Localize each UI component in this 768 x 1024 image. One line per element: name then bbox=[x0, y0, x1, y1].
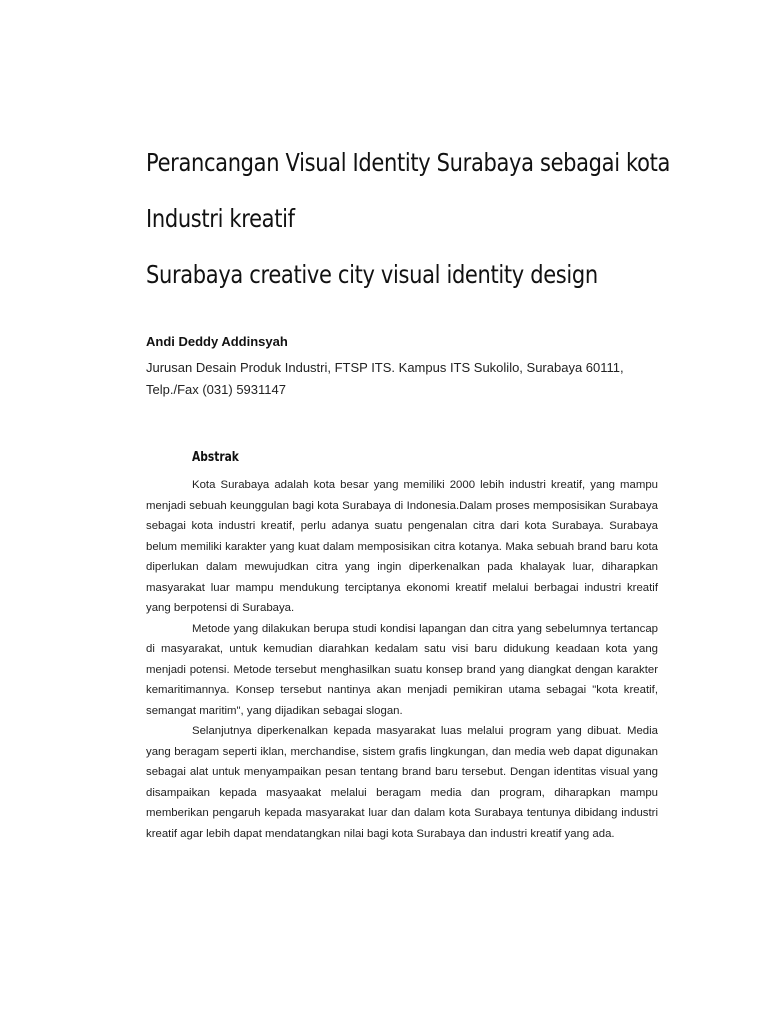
author-name: Andi Deddy Addinsyah bbox=[146, 334, 288, 349]
author-affiliation: Jurusan Desain Produk Industri, FTSP ITS. Kampus ITS Sukolilo, Surabaya 60111, bbox=[146, 360, 624, 375]
abstract-paragraph: Metode yang dilakukan berupa studi kondisi lapangan dan citra yang sebelumnya tertancap di masyarakat, untuk kemudian diarahkan kedalam satu visi baru didukung keadaan kota yang menjadi potensi. Metode tersebut menghasilkan suatu konsep brand yang diangkat dengan karakter kemaritimannya. Konsep tersebut nantinya akan menjadi pemikiran utama sebagai "kota kreatif, semangat maritim", yang dijadikan sebagai slogan. bbox=[146, 622, 658, 717]
author-contact: Telp./Fax (031) 5931147 bbox=[146, 382, 286, 397]
abstract-paragraph: Selanjutnya diperkenalkan kepada masyarakat luas melalui program yang dibuat. Media yang beragam seperti iklan, merchandise, sistem grafis lingkungan, dan media web dapat digunakan sebagai alat untuk menyampaikan pesan tentang brand baru tersebut. Dengan identitas visual yang disampaikan kepada masyaakat melalui beragam media dan program, diharapkan mampu memberikan pengaruh kepada masyarakat luar dan dalam kota Surabaya tentunya dibidang industri kreatif agar lebih dapat mendatangkan nilai bagi kota Surabaya dan industri kreatif yang ada. bbox=[146, 725, 658, 840]
title-line-2: Industri kreatif bbox=[146, 204, 295, 233]
title-line-1: Perancangan Visual Identity Surabaya sebagai kota bbox=[146, 148, 671, 177]
abstract-paragraph: Kota Surabaya adalah kota besar yang memiliki 2000 lebih industri kreatif, yang mampu menjadi sebuah keunggulan bagi kota Surabaya di Indonesia.Dalam proses memposisikan Surabaya sebagai kota industri kreatif, perlu adanya suatu pengenalan citra dari kota Surabaya. Surabaya belum memiliki karakter yang kuat dalam memposisikan citra kotanya. Maka sebuah brand baru kota diperlukan dalam mewujudkan citra yang ingin diperkenalkan pada khalayak luar, diharapkan masyarakat luar mampu mendukung terciptanya ekonomi kreatif melalui berbagai industri kreatif yang berpotensi di Surabaya. bbox=[146, 479, 658, 614]
author-affiliation-block bbox=[146, 357, 646, 401]
abstract-body bbox=[146, 475, 658, 844]
english-title: Surabaya creative city visual identity design bbox=[146, 260, 598, 289]
abstract-heading: Abstrak bbox=[192, 450, 239, 465]
